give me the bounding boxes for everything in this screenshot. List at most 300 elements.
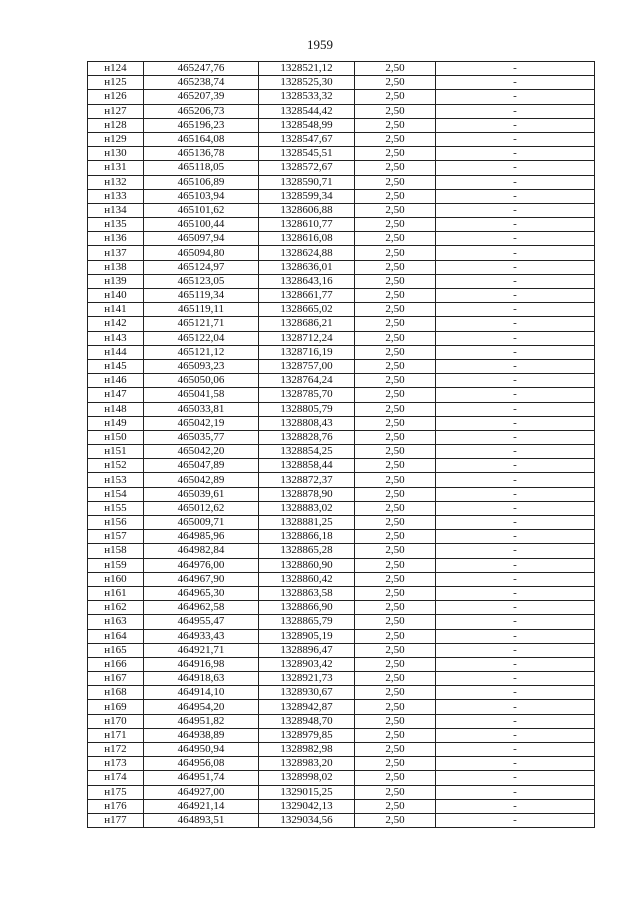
point-id-cell: н130 [88, 147, 144, 161]
point-id-cell: н153 [88, 473, 144, 487]
point-id-cell: н129 [88, 132, 144, 146]
y-coordinate-cell: 1328828,76 [259, 430, 355, 444]
point-id-cell: н136 [88, 232, 144, 246]
y-coordinate-cell: 1328764,24 [259, 374, 355, 388]
point-id-cell: н124 [88, 62, 144, 76]
accuracy-cell: 2,50 [355, 743, 436, 757]
y-coordinate-cell: 1329015,25 [259, 785, 355, 799]
point-id-cell: н164 [88, 629, 144, 643]
table-row [88, 728, 595, 742]
y-coordinate-cell: 1328983,20 [259, 757, 355, 771]
accuracy-cell: 2,50 [355, 189, 436, 203]
point-id-cell: н177 [88, 813, 144, 827]
point-id-cell: н134 [88, 203, 144, 217]
y-coordinate-cell: 1328548,99 [259, 118, 355, 132]
accuracy-cell: 2,50 [355, 459, 436, 473]
x-coordinate-cell: 465042,20 [144, 445, 259, 459]
note-cell: - [436, 487, 595, 501]
point-id-cell: н141 [88, 303, 144, 317]
y-coordinate-cell: 1328872,37 [259, 473, 355, 487]
note-cell: - [436, 430, 595, 444]
y-coordinate-cell: 1328716,19 [259, 345, 355, 359]
x-coordinate-cell: 465042,19 [144, 416, 259, 430]
y-coordinate-cell: 1328854,25 [259, 445, 355, 459]
accuracy-cell: 2,50 [355, 203, 436, 217]
note-cell: - [436, 90, 595, 104]
x-coordinate-cell: 465196,23 [144, 118, 259, 132]
point-id-cell: н151 [88, 445, 144, 459]
note-cell: - [436, 558, 595, 572]
table-row [88, 232, 595, 246]
y-coordinate-cell: 1328599,34 [259, 189, 355, 203]
point-id-cell: н143 [88, 331, 144, 345]
y-coordinate-cell: 1328547,67 [259, 132, 355, 146]
x-coordinate-cell: 465121,71 [144, 317, 259, 331]
x-coordinate-cell: 464921,14 [144, 799, 259, 813]
accuracy-cell: 2,50 [355, 601, 436, 615]
table-row [88, 544, 595, 558]
table-row [88, 629, 595, 643]
point-id-cell: н126 [88, 90, 144, 104]
y-coordinate-cell: 1328921,73 [259, 672, 355, 686]
x-coordinate-cell: 464914,10 [144, 686, 259, 700]
point-id-cell: н142 [88, 317, 144, 331]
y-coordinate-cell: 1328858,44 [259, 459, 355, 473]
note-cell: - [436, 104, 595, 118]
table-row [88, 558, 595, 572]
x-coordinate-cell: 465122,04 [144, 331, 259, 345]
x-coordinate-cell: 464985,96 [144, 530, 259, 544]
note-cell: - [436, 473, 595, 487]
point-id-cell: н154 [88, 487, 144, 501]
note-cell: - [436, 62, 595, 76]
y-coordinate-cell: 1328883,02 [259, 501, 355, 515]
x-coordinate-cell: 465136,78 [144, 147, 259, 161]
point-id-cell: н155 [88, 501, 144, 515]
x-coordinate-cell: 464927,00 [144, 785, 259, 799]
point-id-cell: н175 [88, 785, 144, 799]
x-coordinate-cell: 464967,90 [144, 572, 259, 586]
x-coordinate-cell: 465247,76 [144, 62, 259, 76]
table-row [88, 516, 595, 530]
x-coordinate-cell: 465121,12 [144, 345, 259, 359]
accuracy-cell: 2,50 [355, 544, 436, 558]
accuracy-cell: 2,50 [355, 274, 436, 288]
point-id-cell: н137 [88, 246, 144, 260]
point-id-cell: н144 [88, 345, 144, 359]
table-row [88, 714, 595, 728]
accuracy-cell: 2,50 [355, 657, 436, 671]
note-cell: - [436, 218, 595, 232]
table-row [88, 757, 595, 771]
table-row [88, 771, 595, 785]
y-coordinate-cell: 1328865,79 [259, 615, 355, 629]
x-coordinate-cell: 465100,44 [144, 218, 259, 232]
note-cell: - [436, 203, 595, 217]
accuracy-cell: 2,50 [355, 799, 436, 813]
table-row [88, 118, 595, 132]
coordinates-table [87, 61, 595, 828]
note-cell: - [436, 416, 595, 430]
note-cell: - [436, 374, 595, 388]
x-coordinate-cell: 464976,00 [144, 558, 259, 572]
y-coordinate-cell: 1328863,58 [259, 586, 355, 600]
y-coordinate-cell: 1328757,00 [259, 359, 355, 373]
y-coordinate-cell: 1328521,12 [259, 62, 355, 76]
note-cell: - [436, 771, 595, 785]
table-row [88, 331, 595, 345]
x-coordinate-cell: 465035,77 [144, 430, 259, 444]
x-coordinate-cell: 464956,08 [144, 757, 259, 771]
note-cell: - [436, 317, 595, 331]
point-id-cell: н165 [88, 643, 144, 657]
table-row [88, 657, 595, 671]
accuracy-cell: 2,50 [355, 359, 436, 373]
table-row [88, 359, 595, 373]
x-coordinate-cell: 465119,11 [144, 303, 259, 317]
table-row [88, 445, 595, 459]
table-row [88, 799, 595, 813]
y-coordinate-cell: 1328982,98 [259, 743, 355, 757]
table-body [88, 62, 595, 828]
accuracy-cell: 2,50 [355, 218, 436, 232]
table-row [88, 416, 595, 430]
note-cell: - [436, 572, 595, 586]
table-row [88, 615, 595, 629]
table-row [88, 459, 595, 473]
x-coordinate-cell: 464955,47 [144, 615, 259, 629]
table-row [88, 530, 595, 544]
note-cell: - [436, 601, 595, 615]
x-coordinate-cell: 464893,51 [144, 813, 259, 827]
note-cell: - [436, 799, 595, 813]
table-row [88, 388, 595, 402]
note-cell: - [436, 714, 595, 728]
note-cell: - [436, 785, 595, 799]
note-cell: - [436, 657, 595, 671]
note-cell: - [436, 147, 595, 161]
y-coordinate-cell: 1328896,47 [259, 643, 355, 657]
point-id-cell: н150 [88, 430, 144, 444]
note-cell: - [436, 331, 595, 345]
table-row [88, 147, 595, 161]
point-id-cell: н158 [88, 544, 144, 558]
x-coordinate-cell: 465207,39 [144, 90, 259, 104]
note-cell: - [436, 289, 595, 303]
y-coordinate-cell: 1328610,77 [259, 218, 355, 232]
table-row [88, 402, 595, 416]
x-coordinate-cell: 464954,20 [144, 700, 259, 714]
point-id-cell: н170 [88, 714, 144, 728]
note-cell: - [436, 629, 595, 643]
y-coordinate-cell: 1328905,19 [259, 629, 355, 643]
point-id-cell: н167 [88, 672, 144, 686]
table-row [88, 700, 595, 714]
y-coordinate-cell: 1328545,51 [259, 147, 355, 161]
accuracy-cell: 2,50 [355, 90, 436, 104]
point-id-cell: н125 [88, 76, 144, 90]
table-row [88, 303, 595, 317]
point-id-cell: н138 [88, 260, 144, 274]
y-coordinate-cell: 1328616,08 [259, 232, 355, 246]
table-row [88, 274, 595, 288]
x-coordinate-cell: 465012,62 [144, 501, 259, 515]
y-coordinate-cell: 1328998,02 [259, 771, 355, 785]
note-cell: - [436, 232, 595, 246]
x-coordinate-cell: 465119,34 [144, 289, 259, 303]
point-id-cell: н132 [88, 175, 144, 189]
note-cell: - [436, 530, 595, 544]
point-id-cell: н160 [88, 572, 144, 586]
accuracy-cell: 2,50 [355, 700, 436, 714]
x-coordinate-cell: 465093,23 [144, 359, 259, 373]
y-coordinate-cell: 1328805,79 [259, 402, 355, 416]
accuracy-cell: 2,50 [355, 345, 436, 359]
x-coordinate-cell: 465206,73 [144, 104, 259, 118]
x-coordinate-cell: 464950,94 [144, 743, 259, 757]
point-id-cell: н159 [88, 558, 144, 572]
point-id-cell: н139 [88, 274, 144, 288]
y-coordinate-cell: 1328544,42 [259, 104, 355, 118]
table-row [88, 76, 595, 90]
x-coordinate-cell: 465123,05 [144, 274, 259, 288]
y-coordinate-cell: 1328930,67 [259, 686, 355, 700]
point-id-cell: н172 [88, 743, 144, 757]
y-coordinate-cell: 1328865,28 [259, 544, 355, 558]
x-coordinate-cell: 465047,89 [144, 459, 259, 473]
y-coordinate-cell: 1328860,42 [259, 572, 355, 586]
accuracy-cell: 2,50 [355, 303, 436, 317]
accuracy-cell: 2,50 [355, 260, 436, 274]
accuracy-cell: 2,50 [355, 629, 436, 643]
x-coordinate-cell: 465103,94 [144, 189, 259, 203]
point-id-cell: н131 [88, 161, 144, 175]
x-coordinate-cell: 464982,84 [144, 544, 259, 558]
x-coordinate-cell: 465042,89 [144, 473, 259, 487]
x-coordinate-cell: 465050,06 [144, 374, 259, 388]
accuracy-cell: 2,50 [355, 388, 436, 402]
table-row [88, 161, 595, 175]
note-cell: - [436, 672, 595, 686]
note-cell: - [436, 686, 595, 700]
y-coordinate-cell: 1329034,56 [259, 813, 355, 827]
y-coordinate-cell: 1328572,67 [259, 161, 355, 175]
y-coordinate-cell: 1328624,88 [259, 246, 355, 260]
accuracy-cell: 2,50 [355, 501, 436, 515]
accuracy-cell: 2,50 [355, 317, 436, 331]
note-cell: - [436, 132, 595, 146]
note-cell: - [436, 345, 595, 359]
table-row [88, 686, 595, 700]
point-id-cell: н161 [88, 586, 144, 600]
table-row [88, 643, 595, 657]
accuracy-cell: 2,50 [355, 62, 436, 76]
table-row [88, 586, 595, 600]
accuracy-cell: 2,50 [355, 232, 436, 246]
note-cell: - [436, 388, 595, 402]
note-cell: - [436, 189, 595, 203]
y-coordinate-cell: 1328643,16 [259, 274, 355, 288]
point-id-cell: н145 [88, 359, 144, 373]
accuracy-cell: 2,50 [355, 714, 436, 728]
y-coordinate-cell: 1328525,30 [259, 76, 355, 90]
table-row [88, 345, 595, 359]
accuracy-cell: 2,50 [355, 558, 436, 572]
note-cell: - [436, 402, 595, 416]
table-row [88, 601, 595, 615]
accuracy-cell: 2,50 [355, 487, 436, 501]
table-row [88, 374, 595, 388]
table-row [88, 317, 595, 331]
x-coordinate-cell: 464962,58 [144, 601, 259, 615]
note-cell: - [436, 516, 595, 530]
accuracy-cell: 2,50 [355, 785, 436, 799]
x-coordinate-cell: 464921,71 [144, 643, 259, 657]
y-coordinate-cell: 1328636,01 [259, 260, 355, 274]
x-coordinate-cell: 465106,89 [144, 175, 259, 189]
x-coordinate-cell: 465041,58 [144, 388, 259, 402]
x-coordinate-cell: 464965,30 [144, 586, 259, 600]
y-coordinate-cell: 1328881,25 [259, 516, 355, 530]
accuracy-cell: 2,50 [355, 813, 436, 827]
x-coordinate-cell: 464916,98 [144, 657, 259, 671]
point-id-cell: н157 [88, 530, 144, 544]
accuracy-cell: 2,50 [355, 473, 436, 487]
table-row [88, 246, 595, 260]
point-id-cell: н147 [88, 388, 144, 402]
table-row [88, 203, 595, 217]
point-id-cell: н133 [88, 189, 144, 203]
accuracy-cell: 2,50 [355, 643, 436, 657]
accuracy-cell: 2,50 [355, 147, 436, 161]
point-id-cell: н146 [88, 374, 144, 388]
table-row [88, 62, 595, 76]
note-cell: - [436, 544, 595, 558]
point-id-cell: н176 [88, 799, 144, 813]
y-coordinate-cell: 1328948,70 [259, 714, 355, 728]
note-cell: - [436, 274, 595, 288]
y-coordinate-cell: 1328533,32 [259, 90, 355, 104]
point-id-cell: н166 [88, 657, 144, 671]
table-row [88, 260, 595, 274]
table-row [88, 672, 595, 686]
point-id-cell: н128 [88, 118, 144, 132]
note-cell: - [436, 175, 595, 189]
accuracy-cell: 2,50 [355, 757, 436, 771]
note-cell: - [436, 615, 595, 629]
accuracy-cell: 2,50 [355, 118, 436, 132]
x-coordinate-cell: 465101,62 [144, 203, 259, 217]
note-cell: - [436, 813, 595, 827]
accuracy-cell: 2,50 [355, 430, 436, 444]
note-cell: - [436, 161, 595, 175]
y-coordinate-cell: 1328979,85 [259, 728, 355, 742]
table-row [88, 218, 595, 232]
table-row [88, 813, 595, 827]
accuracy-cell: 2,50 [355, 416, 436, 430]
y-coordinate-cell: 1328878,90 [259, 487, 355, 501]
note-cell: - [436, 586, 595, 600]
page-number: 1959 [307, 37, 333, 52]
table-row [88, 430, 595, 444]
y-coordinate-cell: 1329042,13 [259, 799, 355, 813]
y-coordinate-cell: 1328808,43 [259, 416, 355, 430]
note-cell: - [436, 700, 595, 714]
accuracy-cell: 2,50 [355, 686, 436, 700]
x-coordinate-cell: 465118,05 [144, 161, 259, 175]
table-row [88, 487, 595, 501]
point-id-cell: н156 [88, 516, 144, 530]
table-row [88, 90, 595, 104]
accuracy-cell: 2,50 [355, 289, 436, 303]
y-coordinate-cell: 1328866,18 [259, 530, 355, 544]
point-id-cell: н169 [88, 700, 144, 714]
y-coordinate-cell: 1328665,02 [259, 303, 355, 317]
note-cell: - [436, 728, 595, 742]
y-coordinate-cell: 1328712,24 [259, 331, 355, 345]
point-id-cell: н127 [88, 104, 144, 118]
x-coordinate-cell: 465238,74 [144, 76, 259, 90]
accuracy-cell: 2,50 [355, 132, 436, 146]
point-id-cell: н171 [88, 728, 144, 742]
accuracy-cell: 2,50 [355, 445, 436, 459]
x-coordinate-cell: 465124,97 [144, 260, 259, 274]
y-coordinate-cell: 1328785,70 [259, 388, 355, 402]
accuracy-cell: 2,50 [355, 530, 436, 544]
note-cell: - [436, 757, 595, 771]
note-cell: - [436, 459, 595, 473]
point-id-cell: н148 [88, 402, 144, 416]
x-coordinate-cell: 464918,63 [144, 672, 259, 686]
point-id-cell: н140 [88, 289, 144, 303]
table-row [88, 785, 595, 799]
x-coordinate-cell: 465009,71 [144, 516, 259, 530]
y-coordinate-cell: 1328866,90 [259, 601, 355, 615]
accuracy-cell: 2,50 [355, 161, 436, 175]
y-coordinate-cell: 1328590,71 [259, 175, 355, 189]
point-id-cell: н174 [88, 771, 144, 785]
accuracy-cell: 2,50 [355, 374, 436, 388]
note-cell: - [436, 76, 595, 90]
point-id-cell: н173 [88, 757, 144, 771]
accuracy-cell: 2,50 [355, 572, 436, 586]
accuracy-cell: 2,50 [355, 104, 436, 118]
y-coordinate-cell: 1328903,42 [259, 657, 355, 671]
y-coordinate-cell: 1328942,87 [259, 700, 355, 714]
table-row [88, 175, 595, 189]
note-cell: - [436, 246, 595, 260]
x-coordinate-cell: 464951,74 [144, 771, 259, 785]
accuracy-cell: 2,50 [355, 175, 436, 189]
y-coordinate-cell: 1328860,90 [259, 558, 355, 572]
note-cell: - [436, 260, 595, 274]
table-row [88, 289, 595, 303]
y-coordinate-cell: 1328686,21 [259, 317, 355, 331]
table-row [88, 104, 595, 118]
accuracy-cell: 2,50 [355, 76, 436, 90]
accuracy-cell: 2,50 [355, 516, 436, 530]
table-row [88, 501, 595, 515]
accuracy-cell: 2,50 [355, 402, 436, 416]
table-row [88, 572, 595, 586]
point-id-cell: н152 [88, 459, 144, 473]
x-coordinate-cell: 464933,43 [144, 629, 259, 643]
note-cell: - [436, 501, 595, 515]
y-coordinate-cell: 1328606,88 [259, 203, 355, 217]
point-id-cell: н135 [88, 218, 144, 232]
x-coordinate-cell: 465039,61 [144, 487, 259, 501]
point-id-cell: н162 [88, 601, 144, 615]
